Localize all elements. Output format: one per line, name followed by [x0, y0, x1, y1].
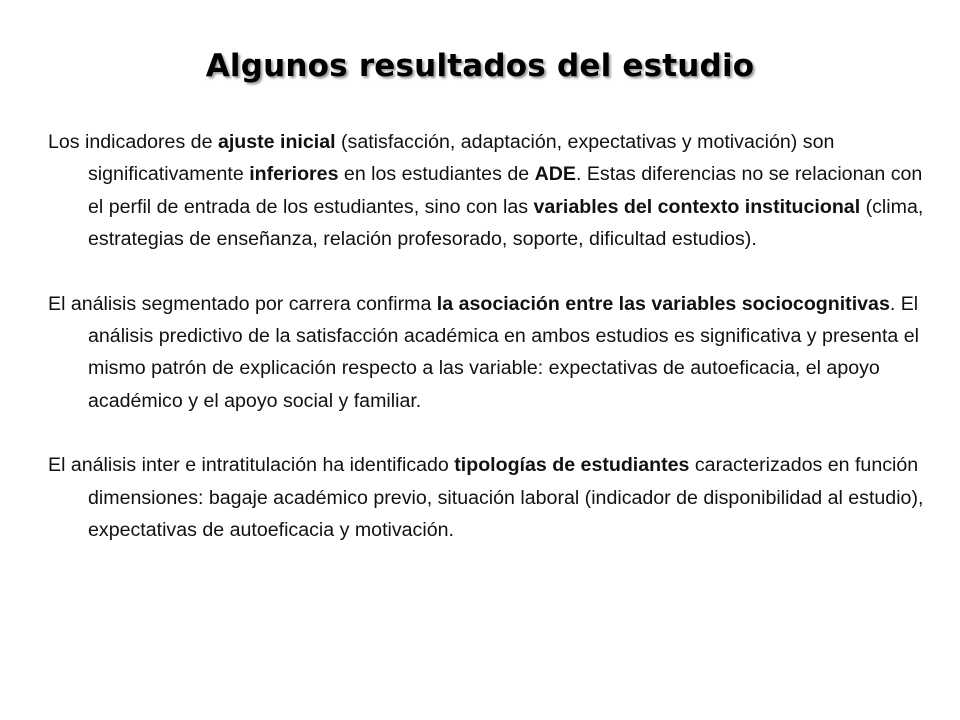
paragraph-text: . Estas diferencias no se relacionan con el perfil de entrada de los estudiantes, sino con las — [88, 163, 923, 218]
emphasis-text: tipologías de estudiantes — [454, 454, 690, 477]
emphasis-text: la asociación entre las variables sociocognitivas — [436, 292, 890, 315]
paragraph-text: (satisfacción, adaptación, expectativas y motivación) son significativamente — [88, 131, 835, 186]
emphasis-text: ADE — [534, 163, 576, 186]
paragraph-text: caracterizados en función dimensiones: bagaje académico previo, situación laboral (indicador de disponibilidad al estudio), expectativas de autoeficacia y motivación. — [88, 454, 924, 542]
emphasis-text: inferiores — [249, 163, 339, 186]
paragraph-text: . El análisis predictivo de la satisfacción académica en ambos estudios es significativa y presenta el mismo patrón de explicación respecto a las variable: expectativas de autoeficacia, el apoyo académico y el apoyo social y familiar. — [88, 292, 919, 412]
paragraph-tipologias — [48, 449, 928, 546]
paragraph-text: El análisis inter e intratitulación ha identificado — [48, 454, 455, 477]
paragraph-text: Los indicadores de — [48, 131, 218, 153]
paragraph-text: en los estudiantes de — [338, 163, 535, 186]
paragraph-ajuste-inicial — [48, 126, 928, 256]
paragraph-text: (clima, estrategias de enseñanza, relación profesorado, soporte, dificultad estudios). — [88, 195, 924, 251]
emphasis-text: ajuste inicial — [217, 131, 336, 153]
slide-title: Algunos resultados del estudio — [205, 48, 755, 84]
paragraph-text: El análisis segmentado por carrera confirma — [48, 292, 437, 315]
slide-body — [48, 126, 928, 578]
emphasis-text: variables del contexto institucional — [533, 195, 861, 218]
paragraph-analisis-segmentado — [48, 288, 928, 418]
